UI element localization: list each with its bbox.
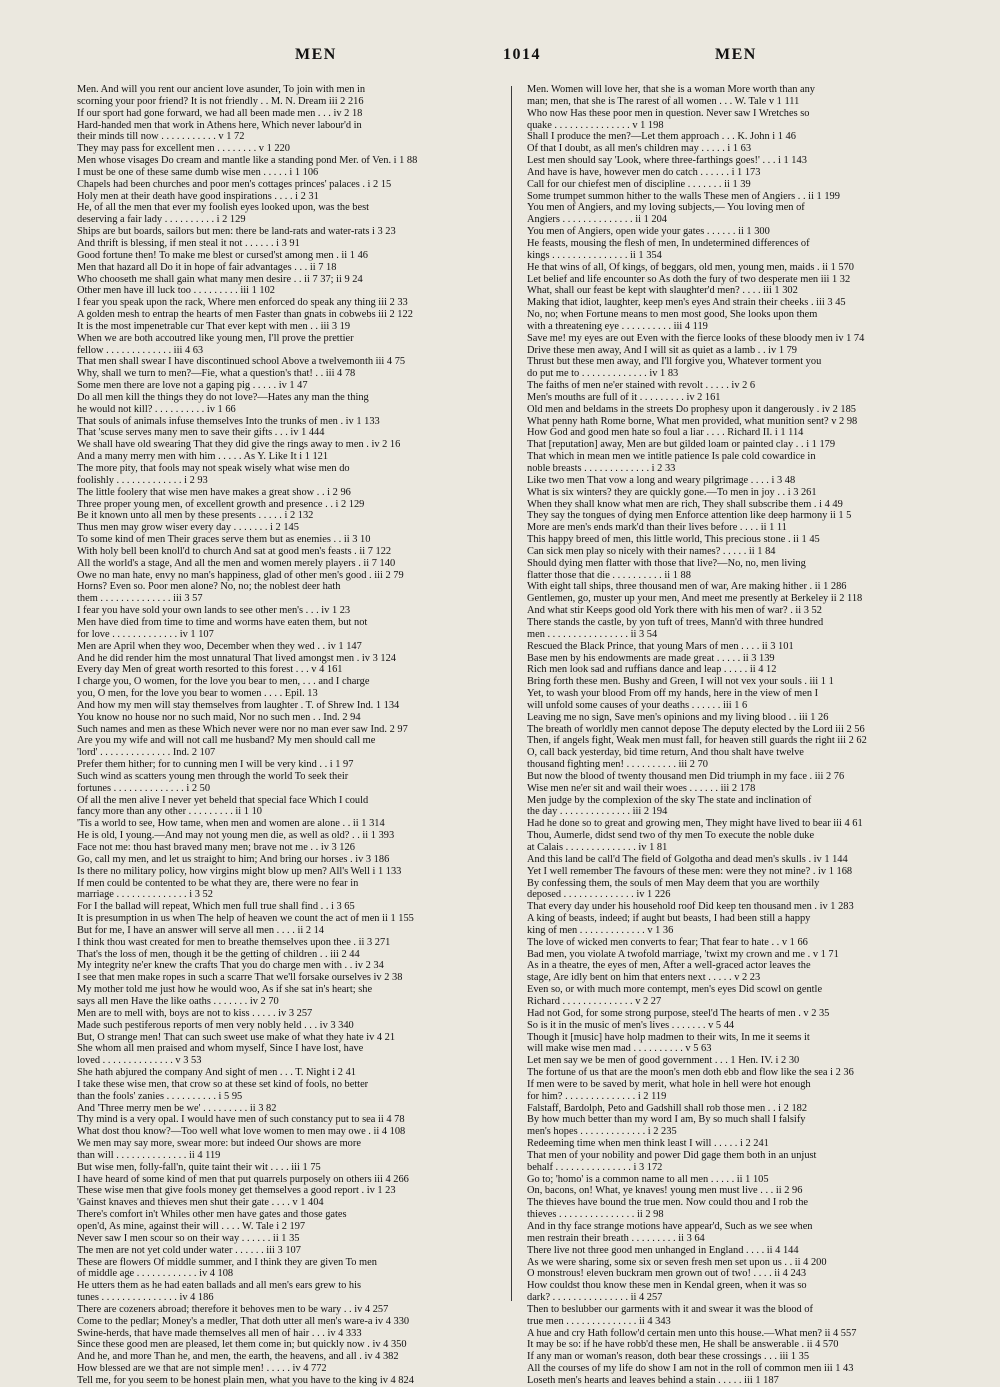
concordance-line: the day . . . . . . . . . . . . . . iii 2 194 (527, 806, 668, 818)
concordance-line: Then to beslubber our garments with it and swear it was the blood of (527, 1303, 813, 1315)
concordance-line: These wise men that give fools money get themselves a good report . iv 1 23 (77, 1185, 396, 1197)
concordance-line: As in a theatre, the eyes of men, After a well-graced actor leaves the (527, 960, 811, 972)
concordance-line: than the fools' zanies . . . . . . . . . . i 5 95 (77, 1090, 243, 1102)
concordance-line: Made such pestiferous reports of men very nobly held . . . iv 3 340 (77, 1019, 354, 1031)
concordance-line: Are you my wife and will not call me husband? My men should call me (77, 735, 376, 747)
concordance-line: The men are not yet cold under water . . . . . . iii 3 107 (77, 1244, 301, 1256)
concordance-line: 'Gainst knaves and thieves men shut their gate . . . . v 1 404 (77, 1197, 324, 1209)
concordance-line: He that wins of all, Of kings, of beggars, old men, young men, maids . ii 1 570 (527, 261, 854, 273)
concordance-line: Go, call my men, and let us straight to him; And bring our horses . iv 3 186 (77, 853, 390, 865)
concordance-line: On, bacons, on! What, ye knaves! young men must live . . . ii 2 96 (527, 1185, 803, 1197)
concordance-line: Thy mind is a very opal. I would have men of such constancy put to sea ii 4 78 (77, 1114, 405, 1126)
concordance-line: That [reputation] away, Men are but gilded loam or painted clay . . i 1 179 (527, 439, 836, 451)
concordance-line: do put me to . . . . . . . . . . . . . iv 1 83 (527, 368, 679, 380)
concordance-line: He, of all the men that ever my foolish eyes looked upon, was the best (77, 202, 370, 214)
concordance-line: And a many merry men with him . . . . . As Y. Like It i 1 121 (77, 451, 329, 463)
concordance-line: tunes . . . . . . . . . . . . . . . iv 4 186 (77, 1292, 214, 1304)
concordance-line: They say the tongues of dying men Enforce attention like deep harmony ii 1 5 (527, 510, 852, 522)
concordance-line: Let men say we be men of good government . . . 1 Hen. IV. i 2 30 (527, 1055, 800, 1067)
concordance-line: true men . . . . . . . . . . . . . . ii 4 343 (527, 1315, 671, 1327)
concordance-line: All the courses of my life do show I am not in the roll of common men iii 1 43 (527, 1363, 854, 1375)
concordance-line: There stands the castle, by yon tuft of trees, Mann'd with three hundred (527, 616, 824, 628)
concordance-line: For I the ballad will repeat, Which men full true shall find . . i 3 65 (77, 901, 355, 913)
concordance-line: Had he done so to great and growing men, They might have lived to bear iii 4 61 (527, 818, 863, 830)
concordance-line: Rich men look sad and ruffians dance and leap . . . . . ii 4 12 (527, 664, 777, 676)
concordance-line: Who chooseth me shall gain what many men desire . . ii 7 37; ii 9 24 (77, 273, 363, 285)
concordance-line: 'Tis a world to see, How tame, when men and women are alone . . ii 1 314 (77, 818, 385, 830)
concordance-line: Thus men may grow wiser every day . . . . . . . i 2 145 (77, 522, 299, 534)
concordance-line: Redeeming time when men think least I will . . . . . i 2 241 (527, 1138, 769, 1150)
concordance-line: Even so, or with much more contempt, men's eyes Did scowl on gentle (527, 984, 823, 996)
concordance-line: You men of Angiers, open wide your gates . . . . . . ii 1 300 (527, 226, 770, 238)
concordance-line: stage, Are idly bent on him that enters next . . . . . v 2 23 (527, 972, 761, 984)
concordance-line: What penny hath Rome borne, What men provided, what munition sent? v 2 98 (527, 415, 858, 427)
concordance-line: dark? . . . . . . . . . . . . . . . ii 4 257 (527, 1292, 663, 1304)
concordance-line: king of men . . . . . . . . . . . . . v 1 36 (527, 924, 674, 936)
concordance-line: Of that I doubt, as all men's children may . . . . . i 1 63 (527, 143, 752, 155)
concordance-line: All the world's a stage, And all the men and women merely players . ii 7 140 (77, 557, 396, 569)
concordance-line: How blessed are we that are not simple men! . . . . . iv 4 772 (77, 1363, 327, 1375)
concordance-line: loved . . . . . . . . . . . . . . v 3 53 (77, 1055, 202, 1067)
concordance-line: I fear you speak upon the rack, Where men enforced do speak any thing iii 2 33 (77, 297, 408, 309)
concordance-line: By how much better than my word I am, By so much shall I falsify (527, 1114, 806, 1126)
running-head-left: MEN (295, 46, 337, 63)
concordance-line: So is it in the music of men's lives . . . . . . . v 5 44 (527, 1019, 735, 1031)
concordance-line: That souls of animals infuse themselves Into the trunks of men . iv 1 133 (77, 415, 380, 427)
concordance-line: That men shall swear I have discontinued school Above a twelvemonth iii 4 75 (77, 356, 406, 368)
concordance-line: That which in mean men we intitle patience Is pale cold cowardice in (527, 451, 816, 463)
concordance-line: Men are to mell with, boys are not to kiss . . . . . iv 3 257 (77, 1007, 313, 1019)
concordance-line: Men. And will you rent our ancient love asunder, To join with men in (77, 84, 366, 95)
concordance-line: deposed . . . . . . . . . . . . . . iv 1 226 (527, 889, 671, 901)
concordance-line: He utters them as he had eaten ballads and all men's ears grew to his (77, 1280, 362, 1292)
concordance-line: Of all the men alive I never yet beheld that special face Which I could (77, 794, 369, 806)
concordance-line: Like two men That vow a long and weary pilgrimage . . . . i 3 48 (527, 474, 796, 486)
concordance-line: And how my men will stay themselves from laughter . T. of Shrew Ind. 1 134 (77, 699, 400, 711)
concordance-line: That 'scuse serves many men to save their gifts . . . iv 1 444 (77, 427, 325, 439)
concordance-line: O monstrous! eleven buckram men grown out of two! . . . . ii 4 243 (527, 1268, 807, 1280)
concordance-line: Drive these men away, And I will sit as quiet as a lamb . . iv 1 79 (527, 344, 798, 356)
concordance-line: The more pity, that fools may not speak wisely what wise men do (77, 463, 350, 474)
concordance-line: And what stir Keeps good old York there with his men of war? . ii 3 52 (527, 605, 822, 617)
concordance-line: Hard-handed men that work in Athens here, Which never labour'd in (77, 119, 362, 131)
concordance-line: I see that men make ropes in such a scarre That we'll forsake ourselves iv 2 38 (77, 972, 403, 984)
concordance-line: Bring forth these men. Bushy and Green, I will not vex your souls . iii 1 1 (527, 676, 834, 688)
concordance-line: Old men and beldams in the streets Do prophesy upon it dangerously . iv 2 185 (527, 403, 856, 415)
concordance-line: Bad men, you violate A twofold marriage, 'twixt my crown and me . v 1 71 (527, 948, 839, 960)
concordance-line: Why, shall we turn to men?—Fie, what a question's that! . . iii 4 78 (77, 368, 356, 380)
concordance-line: man; men, that she is The rarest of all women . . . W. Tale v 1 111 (527, 95, 800, 107)
concordance-line: Go to; 'homo' is a common name to all men . . . . . ii 1 105 (527, 1173, 769, 1185)
concordance-line: their minds till now . . . . . . . . . . . v 1 72 (77, 131, 245, 143)
concordance-line: Men are April when they woo, December when they wed . . iv 1 147 (77, 640, 362, 652)
concordance-line: It is presumption in us when The help of heaven we count the act of men ii 1 155 (77, 913, 414, 925)
concordance-line: deserving a fair lady . . . . . . . . . . i 2 129 (77, 214, 246, 226)
concordance-line: It is the most impenetrable cur That ever kept with men . . iii 3 19 (77, 320, 351, 332)
concordance-line: Should dying men flatter with those that live?—No, no, men living (527, 557, 806, 569)
concordance-line: thousand fighting men! . . . . . . . . . . iii 2 70 (527, 759, 708, 771)
concordance-line: That's the loss of men, though it be the getting of children . . iii 2 44 (77, 948, 360, 960)
concordance-line: There's comfort in't Whiles other men have gates and those gates (77, 1209, 347, 1221)
concordance-line: Every day Men of great worth resorted to this forest . . . v 4 161 (77, 664, 343, 676)
concordance-line: And in thy face strange motions have appear'd, Such as we see when (527, 1221, 813, 1232)
concordance-line: behalf . . . . . . . . . . . . . . . i 3 172 (527, 1161, 663, 1173)
concordance-line: marriage . . . . . . . . . . . . . . i 3 52 (77, 889, 213, 901)
concordance-line: And he, and more Than he, and men, the earth, the heavens, and all . iv 4 382 (77, 1351, 399, 1363)
concordance-line: When we are both accoutred like young men, I'll prove the prettier (77, 332, 354, 344)
concordance-line: Horns? Even so. Poor men alone? No, no; the noblest deer hath (77, 581, 341, 593)
concordance-line: Who now Has these poor men in question. Never saw I Wretches so (527, 107, 810, 119)
concordance-line: Then, if angels fight, Weak men must fall, for heaven still guards the right iii 2 62 (527, 735, 867, 747)
concordance-line: She whom all men praised and whom myself, Since I have lost, have (77, 1043, 364, 1055)
concordance-line: And he did render him the most unnatural That lived amongst men . iv 3 124 (77, 652, 396, 664)
concordance-line: The faiths of men ne'er stained with revolt . . . . . iv 2 6 (527, 380, 756, 392)
concordance-line: I think thou wast created for men to breathe themselves upon thee . ii 3 271 (77, 936, 391, 948)
left-column (77, 84, 517, 1387)
concordance-line: Lest men should say 'Look, where three-farthings goes!' . . . i 1 143 (527, 155, 807, 167)
concordance-line: Men have died from time to time and worms have eaten them, but not (77, 616, 368, 628)
page-number: 1014 (503, 46, 541, 63)
concordance-line: Save me! my eyes are out Even with the fierce looks of these bloody men iv 1 74 (527, 332, 865, 344)
concordance-line: Can sick men play so nicely with their names? . . . . . ii 1 84 (527, 545, 776, 557)
concordance-line: She hath abjured the company And sight of men . . . T. Night i 2 41 (77, 1067, 356, 1079)
concordance-line: Thrust but these men away, and I'll forgive you, Whatever torment you (527, 356, 822, 368)
concordance-line: How couldst thou know these men in Kendal green, when it was so (527, 1280, 807, 1292)
concordance-line: But for me, I have an answer will serve all men . . . . ii 2 14 (77, 924, 325, 936)
concordance-line: With eight tall ships, three thousand men of war, Are making hither . ii 1 286 (527, 581, 847, 593)
concordance-line: Three proper young men, of excellent growth and presence . . i 2 129 (77, 498, 365, 510)
concordance-line: Had not God, for some strong purpose, steel'd The hearts of men . v 2 35 (527, 1007, 830, 1019)
concordance-line: This happy breed of men, this little world, This precious stone . ii 1 45 (527, 534, 820, 546)
concordance-line: kings . . . . . . . . . . . . . . . ii 1 354 (527, 249, 662, 261)
concordance-line: them . . . . . . . . . . . . . . iii 3 57 (77, 593, 203, 605)
concordance-line: Men judge by the complexion of the sky The state and inclination of (527, 794, 812, 806)
concordance-line: If men were to be saved by merit, what hole in hell were hot enough (527, 1078, 811, 1090)
concordance-line: he would not kill? . . . . . . . . . . iv 1 66 (77, 403, 236, 415)
concordance-line: O, call back yesterday, bid time return, And thou shalt have twelve (527, 747, 804, 759)
concordance-line: Owe no man hate, envy no man's happiness, glad of other men's good . iii 2 79 (77, 569, 404, 581)
concordance-line: fellow . . . . . . . . . . . . . iii 4 63 (77, 344, 204, 356)
concordance-line: My integrity ne'er knew the crafts That you do charge men with . . iv 2 34 (77, 960, 384, 972)
concordance-line: A king of beasts, indeed; if aught but beasts, I had been still a happy (527, 913, 811, 925)
concordance-line: you, O men, for the love you bear to women . . . . Epil. 13 (77, 688, 318, 700)
concordance-line: Falstaff, Bardolph, Peto and Gadshill shall rob those men . . i 2 182 (527, 1102, 808, 1114)
concordance-line: I charge you, O women, for the love you bear to men, . . . and I charge (77, 676, 370, 688)
concordance-line: will unfold some causes of your deaths . . . . . . iii 1 6 (527, 699, 748, 711)
concordance-line: That men of your nobility and power Did gage them both in an unjust (527, 1149, 817, 1161)
concordance-line: And have is have, however men do catch . . . . . . i 1 173 (527, 166, 761, 178)
concordance-line: foolishly . . . . . . . . . . . . . i 2 93 (77, 474, 208, 486)
concordance-line: The breath of worldly men cannot depose The deputy elected by the Lord iii 2 56 (527, 723, 865, 735)
concordance-line: for him? . . . . . . . . . . . . . . i 2 119 (527, 1090, 667, 1102)
concordance-line: says all men Have the like oaths . . . . . . . iv 2 70 (77, 995, 279, 1007)
concordance-line: He feasts, mousing the flesh of men, In undetermined differences of (527, 237, 810, 249)
concordance-line: for love . . . . . . . . . . . . . iv 1 107 (77, 628, 214, 640)
concordance-line: They may pass for excellent men . . . . . . . . v 1 220 (77, 143, 290, 155)
concordance-line: What dost thou know?—Too well what love women to men may owe . ii 4 108 (77, 1126, 406, 1138)
concordance-line: Yet, to wash your blood From off my hands, here in the view of men I (527, 688, 819, 700)
concordance-line: If our sport had gone forward, we had all been made men . . . iv 2 18 (77, 107, 363, 119)
concordance-line: Prefer them hither; for to cunning men I will be very kind . . i 1 97 (77, 759, 354, 771)
concordance-line: There live not three good men unhanged in England . . . . ii 4 144 (527, 1244, 799, 1256)
concordance-line: Such names and men as these Which never were nor no man ever saw Ind. 2 97 (77, 723, 408, 735)
concordance-line: men . . . . . . . . . . . . . . . . ii 3 54 (527, 628, 658, 640)
concordance-line: Be it known unto all men by these presents . . . . . i 2 132 (77, 510, 314, 522)
concordance-line: We men may say more, swear more: but indeed Our shows are more (77, 1138, 361, 1150)
concordance-line: Loseth men's hearts and leaves behind a stain . . . . . iii 1 187 (527, 1374, 779, 1386)
concordance-line: Other men have ill luck too . . . . . . . . . iii 1 102 (77, 285, 275, 297)
concordance-line: Let belief and life encounter so As doth the fury of two desperate men iii 1 32 (527, 273, 851, 285)
concordance-line: Men that hazard all Do it in hope of fair advantages . . . ii 7 18 (77, 261, 337, 273)
concordance-line: The love of wicked men converts to fear; That fear to hate . . v 1 66 (527, 936, 808, 948)
concordance-line: Thou, Aumerle, didst send two of thy men To execute the noble duke (527, 830, 815, 842)
concordance-line: As we were sharing, some six or seven fresh men set upon us . . ii 4 200 (527, 1256, 827, 1268)
concordance-line: And thrift is blessing, if men steal it not . . . . . . i 3 91 (77, 237, 300, 249)
concordance-line: What is six winters? they are quickly gone.—To men in joy . . i 3 261 (527, 486, 817, 498)
concordance-line: That every day under his household roof Did keep ten thousand men . iv 1 283 (527, 901, 854, 913)
concordance-line: A hue and cry Hath follow'd certain men unto this house.—What men? ii 4 557 (527, 1327, 857, 1339)
concordance-line: 'lord' . . . . . . . . . . . . . . Ind. 2 107 (77, 747, 216, 759)
concordance-line: Swine-herds, that have made themselves all men of hair . . . iv 4 333 (77, 1327, 362, 1339)
concordance-line: Face not me: thou hast braved many men; brave not me . . iv 3 126 (77, 842, 355, 853)
concordance-line: thieves . . . . . . . . . . . . . . . ii 2 98 (527, 1209, 664, 1221)
concordance-line: But, O strange men! That can such sweet use make of what they hate iv 4 21 (77, 1031, 396, 1043)
concordance-line: You know no house nor no such maid, Nor no such men . . Ind. 2 94 (77, 711, 361, 723)
concordance-line: Leaving me no sign, Save men's opinions and my living blood . . iii 1 26 (527, 711, 829, 723)
concordance-line: I fear you have sold your own lands to see other men's . . . iv 1 23 (77, 605, 351, 617)
right-column (527, 84, 967, 1387)
concordance-line: And this land be call'd The field of Golgotha and dead men's skulls . iv 1 144 (527, 853, 848, 865)
concordance-line: With holy bell been knoll'd to church And sat at good men's feasts . ii 7 122 (77, 545, 392, 557)
concordance-line: Since these good men are pleased, let them come in; but quickly now . iv 4 350 (77, 1339, 407, 1351)
concordance-line: But now the blood of twenty thousand men Did triumph in my face . iii 2 76 (527, 770, 845, 782)
concordance-line: at Calais . . . . . . . . . . . . . . iv 1 81 (527, 842, 668, 853)
concordance-line: Such wind as scatters young men through the world To seek their (77, 770, 349, 782)
concordance-line: Ships are but boards, sailors but men: there be land-rats and water-rats i 3 23 (77, 226, 396, 238)
concordance-line: men's hopes . . . . . . . . . . . . . i 2 235 (527, 1126, 677, 1138)
concordance-line: The little foolery that wise men have makes a great show . . i 2 96 (77, 486, 351, 498)
concordance-line: Holy men at their death have good inspirations . . . . i 2 31 (77, 190, 319, 202)
concordance-line: open'd, As mine, against their will . . . . W. Tale i 2 197 (77, 1221, 306, 1232)
concordance-line: Richard . . . . . . . . . . . . . . v 2 27 (527, 995, 662, 1007)
concordance-line: No, no; when Fortune means to men most good, She looks upon them (527, 309, 818, 321)
concordance-line: Tell me, for you seem to be honest plain men, what you have to the king iv 4 824 (77, 1374, 414, 1386)
concordance-line: will make wise men mad . . . . . . . . . . v 5 63 (527, 1043, 712, 1055)
concordance-line: There are cozeners abroad; therefore it behoves men to be wary . . iv 4 257 (77, 1303, 389, 1315)
concordance-line: If any man or woman's reason, doth bear these crossings . . . iii 1 35 (527, 1351, 810, 1363)
running-head-right: MEN (715, 46, 757, 63)
concordance-line: I take these wise men, that crow so at these set kind of fools, no better (77, 1078, 369, 1090)
concordance-line: Gentlemen, go, muster up your men, And meet me presently at Berkeley ii 2 118 (527, 593, 863, 605)
concordance-line: Good fortune then! To make me blest or cursed'st among men . ii 1 46 (77, 249, 368, 261)
concordance-line: men restrain their breath . . . . . . . . . ii 3 64 (527, 1232, 705, 1244)
concordance-line: fancy more than any other . . . . . . . . . ii 1 10 (77, 806, 262, 818)
concordance-line: To some kind of men Their graces serve them but as enemies . . ii 3 10 (77, 534, 371, 546)
concordance-line: with a threatening eye . . . . . . . . . . iii 4 119 (527, 320, 708, 332)
concordance-line: Rescued the Black Prince, that young Mars of men . . . . ii 3 101 (527, 640, 794, 652)
concordance-line: The thieves have bound the true men. Now could thou and I rob the (527, 1197, 809, 1209)
concordance-line: If men could be contented to be what they are, there were no fear in (77, 877, 359, 889)
concordance-line: than will . . . . . . . . . . . . . . ii 4 119 (77, 1149, 221, 1161)
concordance-line: He is old, I young.—And may not young men die, as well as old? . . ii 1 393 (77, 830, 395, 842)
concordance-line: Never saw I men scour so on their way . . . . . . ii 1 35 (77, 1232, 300, 1244)
concordance-line: Do all men kill the things they do not love?—Hates any man the thing (77, 391, 369, 403)
concordance-line: Shall I produce the men?—Let them approach . . . K. John i 1 46 (527, 131, 796, 143)
concordance-line: When they shall know what men are rich, They shall subscribe them . i 4 49 (527, 498, 843, 510)
concordance-line: Men. Women will love her, that she is a woman More worth than any (527, 84, 815, 95)
concordance-line: flatter those that die . . . . . . . . . . ii 1 88 (527, 569, 691, 581)
concordance-line: Making that idiot, laughter, keep men's eyes And strain their cheeks . iii 3 45 (527, 297, 846, 309)
concordance-line: Is there no military policy, how virgins might blow up men? All's Well i 1 133 (77, 865, 402, 877)
concordance-line: You men of Angiers, and my loving subjects,— You loving men of (527, 202, 805, 214)
concordance-line: How God and good men hate so foul a liar . . . . Richard II. i 1 114 (527, 427, 804, 439)
concordance-line: Come to the pedlar; Money's a medler, That doth utter all men's ware-a iv 4 330 (77, 1315, 410, 1327)
concordance-line: Some men there are love not a gaping pig . . . . . iv 1 47 (77, 380, 308, 392)
concordance-line: Yet I well remember The favours of these men: were they not mine? . iv 1 168 (527, 865, 853, 877)
concordance-line: My mother told me just how he would woo, As if she sat in's heart; she (77, 984, 373, 996)
concordance-line: Men whose visages Do cream and mantle like a standing pond Mer. of Ven. i 1 88 (77, 155, 418, 167)
concordance-line: The fortune of us that are the moon's men doth ebb and flow like the sea i 2 36 (527, 1067, 854, 1079)
concordance-line: I must be one of these same dumb wise men . . . . . i 1 106 (77, 166, 319, 178)
concordance-line: Men's mouths are full of it . . . . . . . . . iv 2 161 (527, 391, 721, 403)
concordance-line: By confessing them, the souls of men May deem that you are worthily (527, 877, 820, 889)
concordance-line: But wise men, folly-fall'n, quite taint their wit . . . . iii 1 75 (77, 1161, 321, 1173)
concordance-line: A golden mesh to entrap the hearts of men Faster than gnats in cobwebs iii 2 122 (77, 309, 413, 321)
concordance-line: More are men's ends mark'd than their lives before . . . . ii 1 11 (527, 522, 787, 534)
concordance-line: Angiers . . . . . . . . . . . . . . ii 1 204 (527, 214, 667, 226)
concordance-line: It may be so: if he have robb'd these men, He shall be answerable . ii 4 570 (527, 1339, 839, 1351)
concordance-line: Base men by his endowments are made great . . . . . ii 3 139 (527, 652, 775, 664)
concordance-line: These are flowers Of middle summer, and I think they are given To men (77, 1256, 377, 1268)
concordance-line: Chapels had been churches and poor men's cottages princes' palaces . i 2 15 (77, 178, 392, 190)
concordance-line: fortunes . . . . . . . . . . . . . . i 2 50 (77, 782, 211, 794)
concordance-line: noble breasts . . . . . . . . . . . . . i 2 33 (527, 463, 676, 474)
concordance-line: What, shall our feast be kept with slaughter'd men? . . . . iii 1 302 (527, 285, 798, 297)
concordance-line: And 'Three merry men be we' . . . . . . . . . ii 3 82 (77, 1102, 277, 1114)
concordance-line: scorning your poor friend? It is not friendly . . M. N. Dream iii 2 216 (77, 95, 364, 107)
concordance-line: Wise men ne'er sit and wail their woes . . . . . . iii 2 178 (527, 782, 756, 794)
concordance-line: Some trumpet summon hither to the walls These men of Angiers . . ii 1 199 (527, 190, 840, 202)
concordance-line: Call for our chiefest men of discipline . . . . . . . ii 1 39 (527, 178, 751, 190)
concordance-line: quake . . . . . . . . . . . . . . . v 1 198 (527, 119, 664, 131)
concordance-line: Though it [music] have holp madmen to their wits, In me it seems it (527, 1031, 810, 1043)
concordance-line: of middle age . . . . . . . . . . . . iv 4 108 (77, 1268, 234, 1280)
concordance-line: We shall have old swearing That they did give the rings away to men . iv 2 16 (77, 439, 401, 451)
concordance-line: I have heard of some kind of men that put quarrels purposely on others iii 4 266 (77, 1173, 409, 1185)
